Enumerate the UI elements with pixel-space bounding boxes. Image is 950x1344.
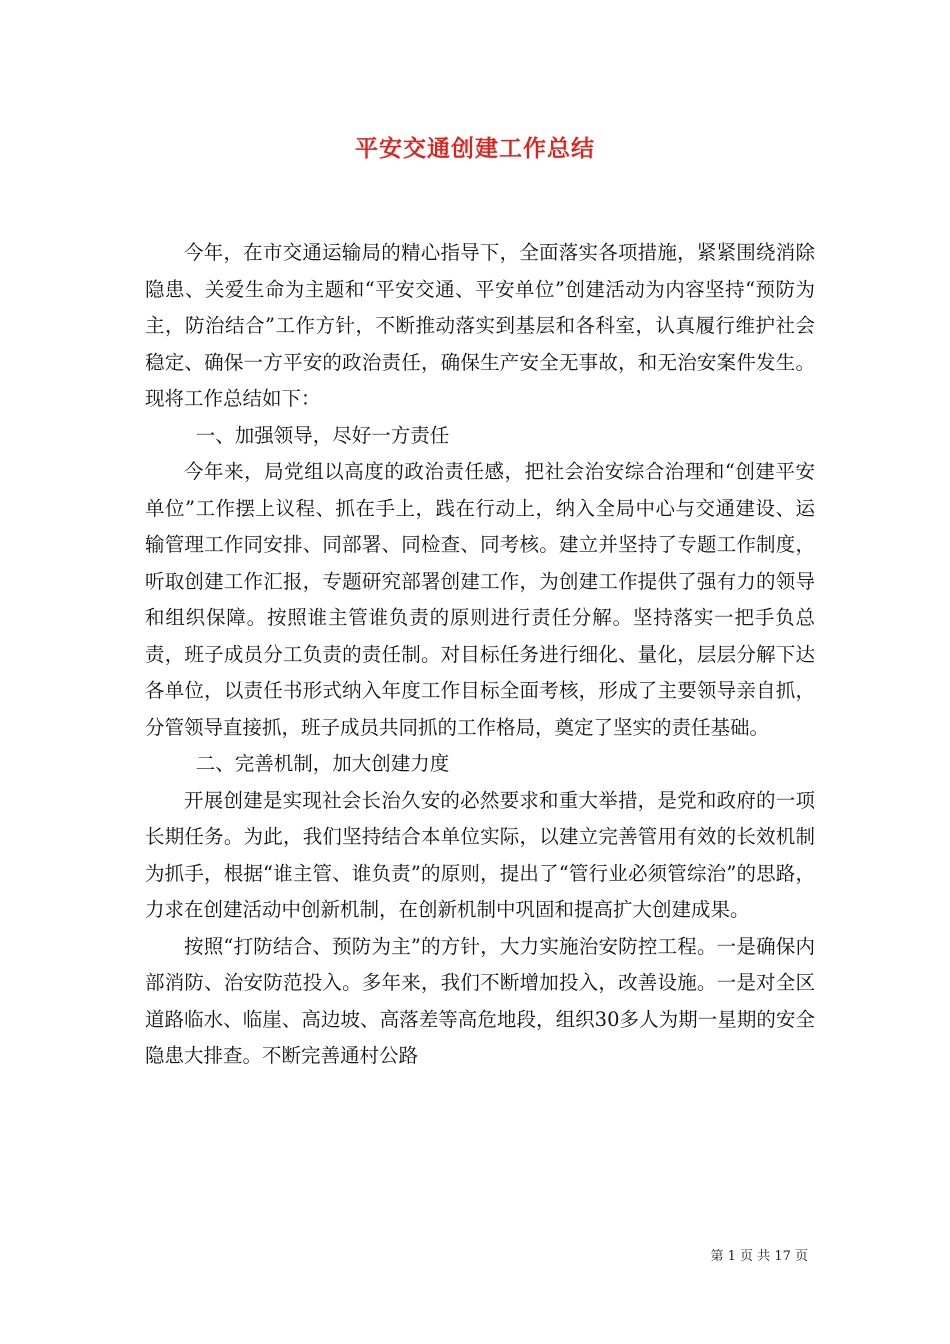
section-heading-2: 二、完善机制，加大创建力度 (195, 752, 450, 775)
section-heading-1: 一、加强领导，尽好一方责任 (195, 423, 450, 447)
page-number-footer: 第 1 页 共 17 页 (710, 1249, 808, 1264)
paragraph-intro: 今年，在市交通运输局的精心指导下，全面落实各项措施，紧紧围绕消除隐患、关爱生命为主题和“平安交通、平安单位”创建活动为内容坚持“预防为主，防治结合”工作方针，不断推动落实到基层和各科室，认真履行维护社会稳定、确保一方平安的政治责任，确保生产安全无事故，和无治安案件发生。现将工作总结如下： (145, 241, 815, 410)
paragraph-section-2-cont: 按照“打防结合、预防为主”的方针，大力实施治安防控工程。一是确保内部消防、治安防范投入。多年来，我们不断增加投入，改善设施。一是对全区道路临水、临崖、高边坡、高落差等高危地段，组织30多人为期一星期的安全隐患大排查。不断完善通村公路 (145, 934, 815, 1067)
paragraph-section-1: 今年来，局党组以高度的政治责任感，把社会治安综合治理和“创建平安单位”工作摆上议程、抓在手上，践在行动上，纳入全局中心与交通建设、运输管理工作同安排、同部署、同检查、同考核。建立并坚持了专题工作制度，听取创建工作汇报，专题研究部署创建工作，为创建工作提供了强有力的领导和组织保障。按照谁主管谁负责的原则进行责任分解。坚持落实一把手负总责，班子成员分工负责的责任制。对目标任务进行细化、量化，层层分解下达各单位，以责任书形式纳入年度工作目标全面考核，形成了主要领导亲自抓，分管领导直接抓，班子成员共同抓的工作格局，奠定了坚实的责任基础。 (145, 460, 815, 739)
page-title: 平安交通创建工作总结 (355, 135, 595, 162)
document-body (145, 235, 815, 1075)
paragraph-section-2: 开展创建是实现社会长治久安的必然要求和重大举措，是党和政府的一项长期任务。为此，我们坚持结合本单位实际，以建立完善管用有效的长效机制为抓手，根据“谁主管、谁负责”的原则，提出了“管行业必须管综治”的思路，力求在创建活动中创新机制，在创新机制中巩固和提高扩大创建成果。 (145, 788, 815, 921)
